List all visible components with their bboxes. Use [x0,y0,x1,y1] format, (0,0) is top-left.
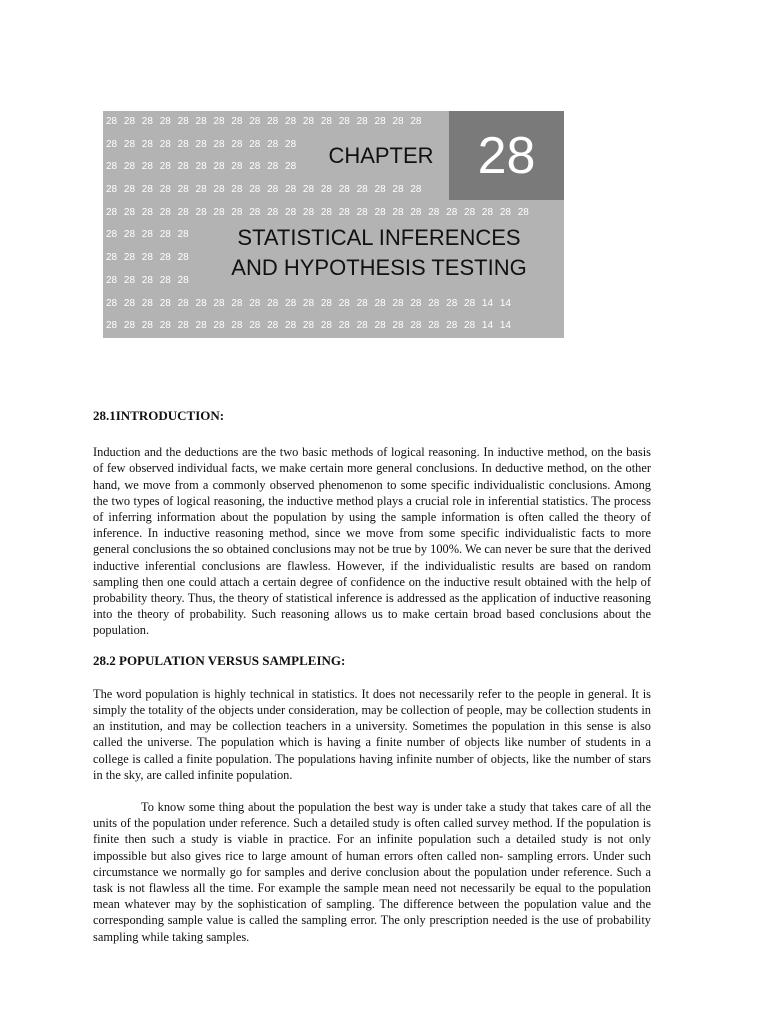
pattern-row: 28 28 28 28 28 28 28 28 28 28 28 28 28 28 28 28 28 28 [106,116,422,127]
chapter-title-line-1: STATISTICAL INFERENCES [237,225,521,250]
section-heading-population: 28.2 POPULATION VERSUS SAMPLEING: [93,652,346,668]
population-paragraph-1: The word population is highly technical in statistics. It does not necessarily refer to the people in general. It is simply the totality of the objects under consideration, may be collection of people, may be collection students in an institution, and may be collection teachers in a university. Sometimes the population in this sense is also called the universe. The population which is having a finite number of objects like number of students in a college is called a finite population. The populations having infinite number of objects, like the number of stars in the sky, are called infinite population. [93,686,651,782]
chapter-banner [103,111,564,338]
section-heading-introduction: 28.1INTRODUCTION: [93,408,225,423]
pattern-row: 28 28 28 28 28 28 28 28 28 28 28 28 28 28 28 28 28 28 28 28 28 14 14 [106,297,511,309]
pattern-row: 28 28 28 28 28 [106,274,189,286]
pattern-row: 28 28 28 28 28 28 28 28 28 28 28 28 28 28 28 28 28 28 28 28 28 14 14 [106,320,511,332]
pattern-row: 28 28 28 28 28 [106,229,189,241]
pattern-row: 28 28 28 28 28 28 28 28 28 28 28 28 28 28 28 28 28 28 28 28 28 28 28 28 [106,206,529,218]
introduction-paragraph: Induction and the deductions are the two basic methods of logical reasoning. In inductive method, on the basis of few observed individual facts, we make certain more general conclusions. In deductive method, on the other hand, we move from a commonly observed phenomenon to some specific individualistic conclusions. Among the two types of logical reasoning, the inductive method plays a crucial role in inferential statistics. The process of inferring information about the population by using the sample information is often called the theory of inference. In inductive reasoning method, since we move from some specific individualistic facts to more general conclusions the so obtained conclusions may not be true by 100%. We can never be sure that the derived inductive inferential conclusions are flawless. However, if the individualistic results are based on random sampling then one could attach a certain degree of confidence on the inductive result obtained with the help of probability theory. Thus, the theory of statistical inference is addressed as the application of inductive reasoning into the theory of probability. Such reasoning allows us to make certain broad based conclusions about the population. [93,445,651,638]
pattern-row: 28 28 28 28 28 28 28 28 28 28 28 [106,161,297,173]
chapter-label: CHAPTER [313,134,449,178]
population-paragraph-2: To know some thing about the population the best way is under take a study that takes care of all the units of the population under reference. Such a detailed study is often called survey method. If the population is finite then such a study is viable in practice. For an infinite population such a detailed study is not only impossible but also gives rice to large amount of human errors often called non- sampling errors. Under such circumstance we normally go for samples and derive conclusion about the population under reference. Such a task is not flawless all the time. For example the sample mean need not necessarily be equal to the population mean whatever may by the sophistication of sampling. The difference between the population value and the corresponding sample value is called the sampling error. The only prescription needed is the use of probability sampling while taking samples. [93,800,651,944]
pattern-row: 28 28 28 28 28 [106,252,189,264]
pattern-row: 28 28 28 28 28 28 28 28 28 28 28 28 28 28 28 28 28 28 [106,184,422,196]
chapter-number: 28 [449,111,564,200]
pattern-row: 28 28 28 28 28 28 28 28 28 28 28 [106,138,297,150]
chapter-title-line-2: AND HYPOTHESIS TESTING [231,255,527,280]
document-body [93,408,651,945]
chapter-title [203,223,555,291]
